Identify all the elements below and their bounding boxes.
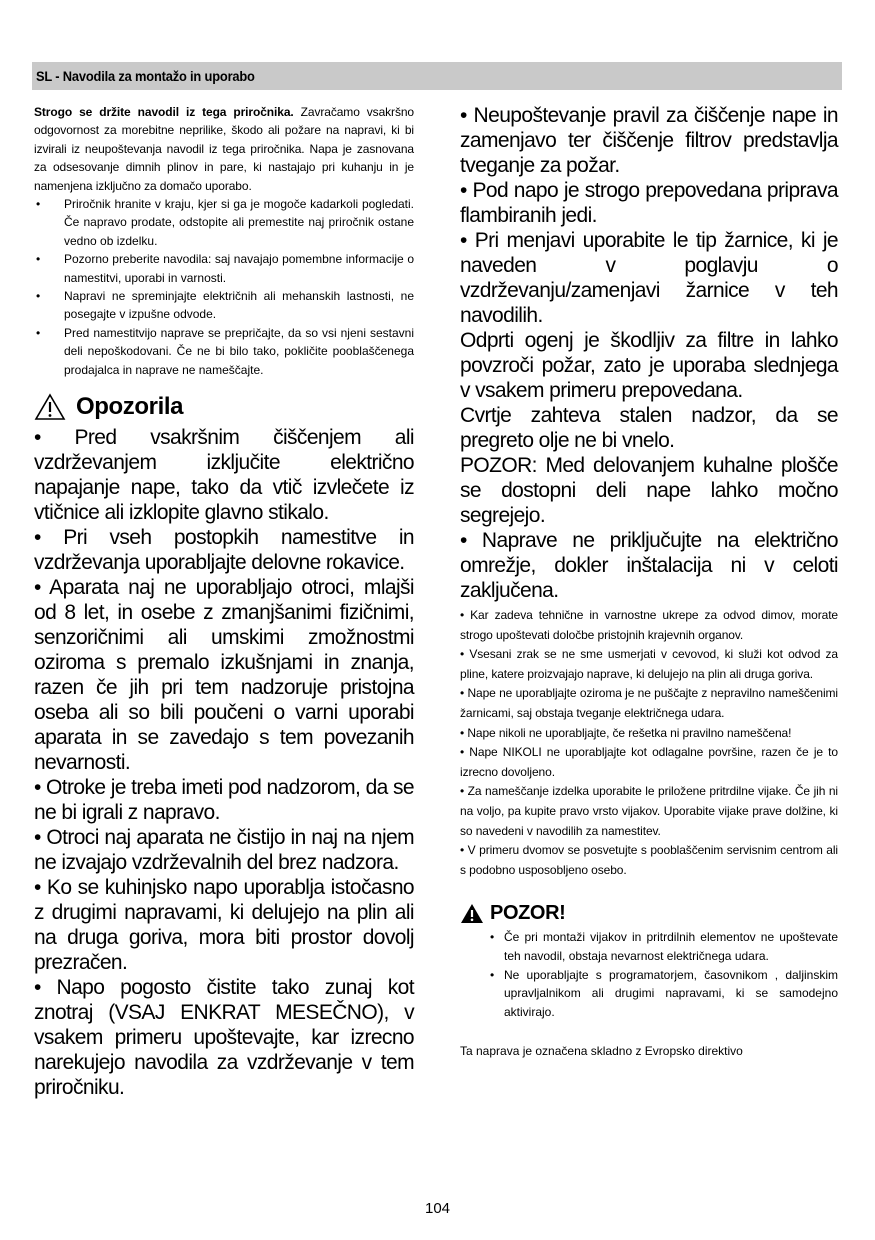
list-item: • Če pri montaži vijakov in pritrdilnih elementov ne upoštevate teh navodil, obstaja nevarnost električnega udara. <box>504 928 838 965</box>
right-column <box>460 103 838 1060</box>
warnings-right-text <box>460 103 838 603</box>
warnings-heading-text: Opozorila <box>76 393 184 421</box>
warning-small-paragraph: • Nape NIKOLI ne uporabljajte kot odlagalne površine, razen če je to izrecno dovoljeno. <box>460 745 838 779</box>
warning-paragraph: • Pod napo je strogo prepovedana priprava flambiranih jedi. <box>460 179 838 227</box>
list-item: • Napravi ne spreminjajte električnih ali mehanskih lastnosti, ne posegajte v izpušne odvode. <box>34 287 414 324</box>
warning-paragraph: • Napo pogosto čistite tako zunaj kot znotraj (VSAJ ENKRAT MESEČNO), v vsakem primeru upoštevajte, kar izrecno narekujejo navodila za vzdrževanje v tem priročniku. <box>34 976 414 1100</box>
pozor-bullet-list <box>460 928 838 1021</box>
intro-bullet-list <box>34 195 414 379</box>
header-bar <box>32 62 842 90</box>
warning-paragraph: • Pred vsakršnim čiščenjem ali vzdrževanjem izključite električno napajanje nape, tako da vtič izvlečete iz vtičnice ali izklopite glavno stikalo. <box>34 426 414 525</box>
intro-text: Zavračamo vsakršno odgovornost za morebitne neprilike, škodo ali požare na napravi, ki bi izvirali iz neupoštevanja navodil iz tega priročnika. Napa je zasnovana za odsesovanje dimnih plinov in pare, ki nastajajo pri kuhanju in je namenjena izključno za domačo uporabo. <box>34 105 414 193</box>
warning-small-paragraph: • Nape ne uporabljajte oziroma je ne puščajte z nepravilno nameščenimi žarnicami, saj obstaja tveganje električnega udara. <box>460 686 838 720</box>
list-item: • Pozorno preberite navodila: saj navajajo pomembne informacije o namestitvi, uporabi in varnosti. <box>34 250 414 287</box>
intro-bold: Strogo se držite navodil iz tega priročnika. <box>34 105 294 119</box>
warning-paragraph: Cvrtje zahteva stalen nadzor, da se pregreto olje ne bi vnelo. <box>460 404 838 452</box>
warning-paragraph: POZOR: Med delovanjem kuhalne plošče se dostopni deli nape lahko močno segrejejo. <box>460 454 838 527</box>
warning-triangle-outline-icon <box>34 393 66 421</box>
header-title: SL - Navodila za montažo in uporabo <box>36 68 255 84</box>
warning-paragraph: • Otroci naj aparata ne čistijo in naj na njem ne izvajajo vzdrževalnih del brez nadzora. <box>34 826 414 875</box>
warning-small-paragraph: • Nape nikoli ne uporabljajte, če rešetka ni pravilno nameščena! <box>460 725 792 740</box>
warnings-left-text <box>34 425 414 1100</box>
page-number: 104 <box>424 1200 451 1217</box>
list-item: • Priročnik hranite v kraju, kjer si ga je mogoče kadarkoli pogledati. Če napravo prodate, odstopite ali premestite naj priročnik ostane vedno ob izdelku. <box>34 195 414 250</box>
warning-paragraph: • Pri menjavi uporabite le tip žarnice, ki je naveden v poglavju o vzdrževanju/zamenjavi žarnice v teh navodilih. <box>460 229 838 327</box>
warning-paragraph: • Ko se kuhinjsko napo uporablja istočasno z drugimi napravami, ki delujejo na plin ali na druga goriva, mora biti prostor dovolj prezračen. <box>34 876 414 975</box>
list-item: • Ne uporabljajte s programatorjem, časovnikom , daljinskim upravljalnikom ali drugimi napravami, ki se samodejno aktivirajo. <box>504 966 838 1022</box>
left-column <box>34 103 414 1100</box>
list-item: • Pred namestitvijo naprave se prepričajte, da so vsi njeni sestavni deli nepoškodovani. Če ne bi bilo tako, pokličite pooblaščenega prodajalca in naprave ne nameščajte. <box>34 324 414 379</box>
warning-small-paragraph: • Vsesani zrak se ne sme usmerjati v cevovod, ki služi kot odvod za pline, katere proizvajajo naprave, ki delujejo na plin ali druga goriva. <box>460 647 838 681</box>
warnings-right-small-text <box>460 606 838 880</box>
pozor-heading <box>460 898 838 928</box>
warning-paragraph: • Otroke je treba imeti pod nadzorom, da se ne bi igrali z napravo. <box>34 776 414 825</box>
warning-small-paragraph: • Kar zadeva tehnične in varnostne ukrepe za odvod dimov, morate strogo upoštevati določbe pristojnih krajevnih organov. <box>460 608 838 642</box>
warning-paragraph: • Neupoštevanje pravil za čiščenje nape in zamenjavo ter čiščenje filtrov predstavlja tveganje za požar. <box>460 104 838 177</box>
pozor-heading-text: POZOR! <box>490 901 566 924</box>
warning-small-paragraph: • V primeru dvomov se posvetujte s pooblaščenim servisnim centrom ali s podobno usposobljeno osebo. <box>460 843 838 877</box>
directive-text: Ta naprava je označena skladno z Evropsko direktivo <box>460 1044 743 1059</box>
warning-small-paragraph: • Za nameščanje izdelka uporabite le priložene pritrdilne vijake. Če jih ni na voljo, pa kupite pravo vrsto vijakov. Uporabite vijake prave dolžine, ki so navedeni v navodilih za namestitev. <box>460 784 838 838</box>
warning-triangle-filled-icon <box>460 903 484 924</box>
warning-paragraph: • Aparata naj ne uporabljajo otroci, mlajši od 8 let, in osebe z zmanjšanimi fizičnimi, senzoričnimi ali umskimi zmožnostmi oziroma s premalo izkušnjami in znanja, razen če jih pri tem nadzoruje pristojna oseba ali so bili poučeni o varni uporabi aparata in se zavedajo s tem povezanih nevarnosti. <box>34 576 414 775</box>
warnings-heading <box>34 389 414 425</box>
warning-paragraph: • Pri vseh postopkih namestitve in vzdrževanja uporabljajte delovne rokavice. <box>34 526 414 575</box>
warning-paragraph: Odprti ogenj je škodljiv za filtre in lahko povzroči požar, zato je uporaba slednjega v vsakem primeru prepovedana. <box>460 329 838 402</box>
intro-paragraph <box>34 103 414 195</box>
warning-paragraph: • Naprave ne priključujte na električno omrežje, dokler inštalacija ni v celoti zaključena. <box>460 529 838 602</box>
